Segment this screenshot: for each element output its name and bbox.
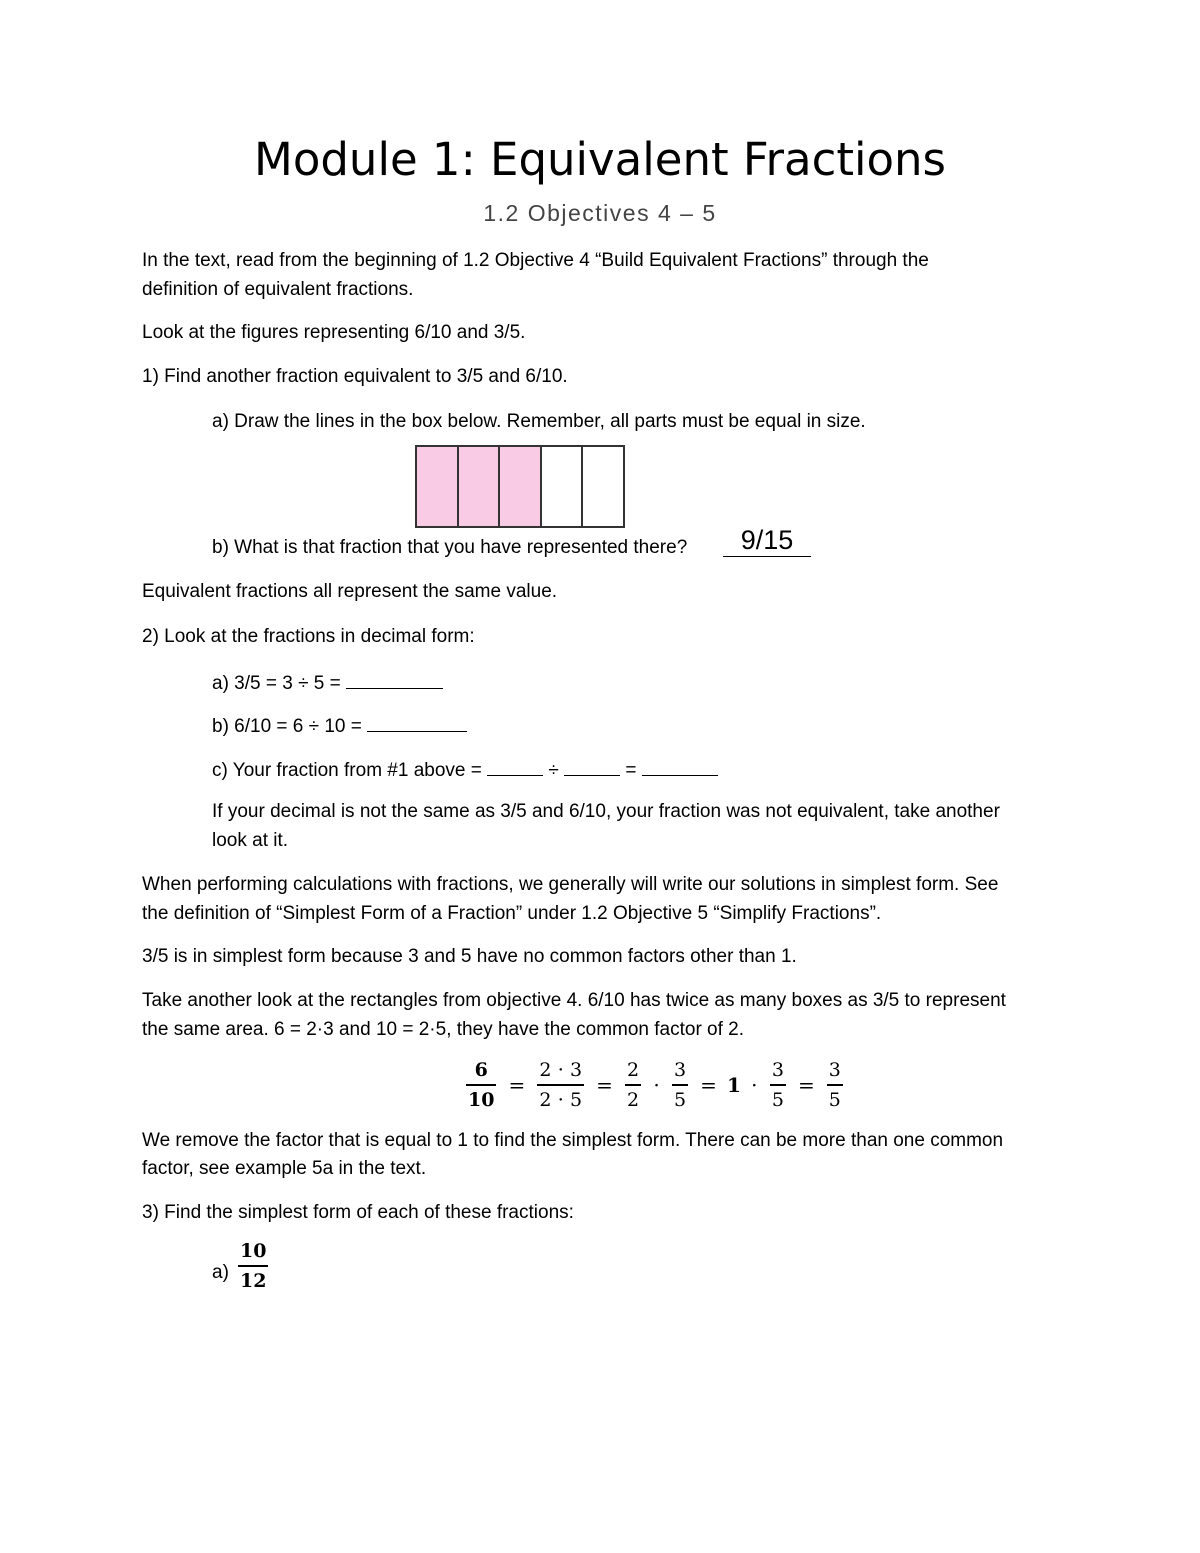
question-3a-label: a)	[212, 1262, 229, 1283]
fraction-box-shaded-part	[500, 447, 542, 526]
simplest-reason: 3/5 is in simplest form because 3 and 5 have no common factors other than 1.	[142, 946, 797, 967]
eq-equals-3: =	[700, 1073, 717, 1097]
page-title: Module 1: Equivalent Fractions	[254, 133, 946, 186]
question-3a-fraction	[234, 1240, 272, 1292]
answer-blank-2b[interactable]	[367, 713, 467, 732]
simplification-equation	[462, 1059, 847, 1111]
question-2b-text: b) 6/10 = 6 ÷ 10 =	[212, 716, 368, 737]
eq-one: 1	[726, 1073, 741, 1097]
eq-fraction-6: $\frac{3}{5}$	[828, 1059, 841, 1111]
question-2a-text: a) 3/5 = 3 ÷ 5 =	[212, 673, 347, 694]
question-2b	[212, 713, 467, 739]
simplest-line-1: When performing calculations with fractions, we generally will write our solutions in simplest form. See	[142, 874, 999, 895]
fraction-box-part	[583, 447, 623, 526]
page-subtitle: 1.2 Objectives 4 – 5	[483, 200, 717, 226]
intro-line-1: In the text, read from the beginning of 1.2 Objective 4 “Build Equivalent Fractions” through the	[142, 250, 929, 271]
question-2: 2) Look at the fractions in decimal form:	[142, 626, 475, 647]
equivalent-note: Equivalent fractions all represent the same value.	[142, 581, 558, 602]
question-2a	[212, 670, 443, 696]
question-2c-divide: ÷	[543, 760, 565, 781]
fraction-box-shaded-part	[459, 447, 501, 526]
simplest-line-2: the definition of “Simplest Form of a Fraction” under 1.2 Objective 5 “Simplify Fractions”.	[142, 903, 882, 924]
fraction-10-12: $\frac{10}{12}$	[240, 1240, 267, 1292]
eq-fraction-5: $\frac{3}{5}$	[771, 1059, 784, 1111]
answer-blank-2c-result[interactable]	[642, 757, 718, 776]
question-1: 1) Find another fraction equivalent to 3/5 and 6/10.	[142, 366, 568, 387]
rectangles-line-1: Take another look at the rectangles from objective 4. 6/10 has twice as many boxes as 3/5 to represent	[142, 990, 1006, 1011]
eq-equals-4: =	[797, 1073, 815, 1097]
remove-line-1: We remove the factor that is equal to 1 to find the simplest form. There can be more than one common	[142, 1130, 1004, 1151]
fraction-box-shaded-part	[417, 447, 459, 526]
remove-line-2: factor, see example 5a in the text.	[142, 1158, 427, 1179]
question-2c-equals: =	[620, 760, 642, 781]
eq-equals-2: =	[596, 1073, 613, 1097]
fraction-box	[415, 445, 625, 528]
eq-fraction-3: $\frac{2}{2}$	[626, 1059, 640, 1111]
eq-dot-2: ⋅	[750, 1073, 758, 1097]
eq-equals-1: =	[508, 1073, 526, 1097]
eq-dot-1: ⋅	[653, 1073, 660, 1097]
handwritten-answer: 9/15	[740, 525, 794, 555]
question-2-note-1: If your decimal is not the same as 3/5 and 6/10, your fraction was not equivalent, take another	[212, 801, 1000, 822]
answer-blank-2a[interactable]	[346, 670, 443, 689]
answer-blank-2c-numerator[interactable]	[487, 757, 543, 776]
question-3: 3) Find the simplest form of each of these fractions:	[142, 1202, 574, 1223]
answer-blank-1b[interactable]	[723, 525, 811, 557]
question-2c	[212, 757, 718, 783]
eq-fraction-4: $\frac{3}{5}$	[673, 1059, 687, 1111]
rectangles-line-2: the same area. 6 = 2·3 and 10 = 2·5, they have the common factor of 2.	[142, 1019, 745, 1040]
question-1a: a) Draw the lines in the box below. Remember, all parts must be equal in size.	[212, 411, 866, 432]
intro-line-2: definition of equivalent fractions.	[142, 279, 414, 300]
fraction-box-part	[542, 447, 584, 526]
question-2-note-2: look at it.	[212, 830, 289, 851]
question-1b: b) What is that fraction that you have represented there?	[212, 537, 688, 558]
look-figures-text: Look at the figures representing 6/10 and 3/5.	[142, 322, 526, 343]
question-2c-text: c) Your fraction from #1 above =	[212, 760, 488, 781]
eq-fraction-2: $\frac{2 \cdot 3}{2 \cdot 5}$	[539, 1059, 583, 1111]
eq-fraction-1: $\frac{6}{10}$	[468, 1059, 495, 1111]
answer-blank-2c-denominator[interactable]	[564, 757, 620, 776]
